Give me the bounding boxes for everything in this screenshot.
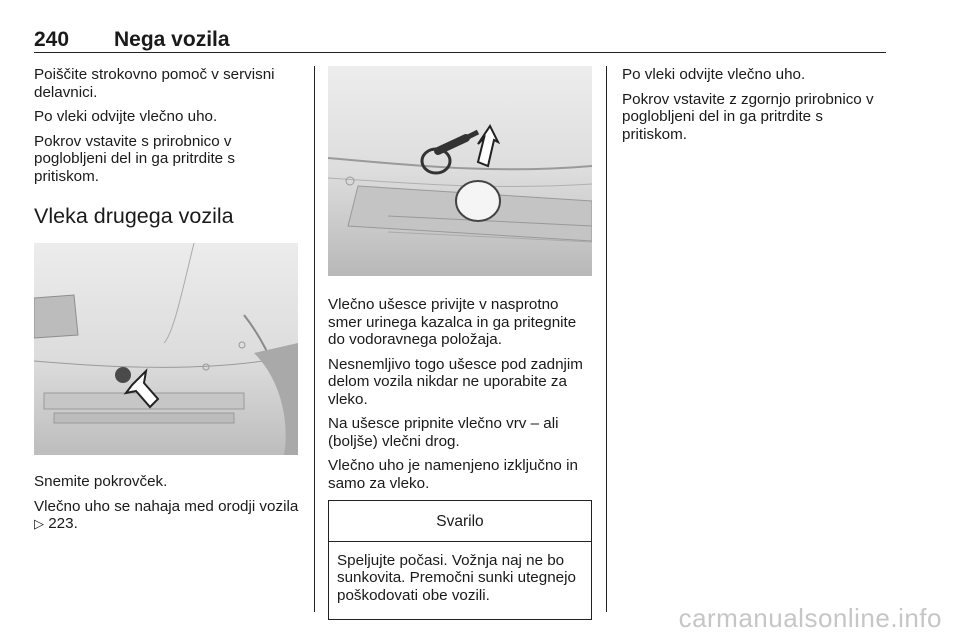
column-divider	[606, 66, 607, 612]
paragraph: Vlečno ušesce privijte v nasprotno smer urinega kazalca in ga pritegnite do vodoravnega položaja.	[328, 296, 577, 348]
paragraph: Vlečno uho je namenjeno izključno in samo za vleko.	[328, 457, 578, 492]
paragraph: Pokrov vstavite z zgornjo prirobnico v poglobljeni del in ga pritrdite s pritiskom.	[622, 90, 874, 143]
watermark: carmanualsonline.info	[678, 603, 942, 633]
paragraph: Nesnemljivo togo ušesce pod zadnjim delom vozila nikdar ne uporabite za vleko.	[328, 355, 583, 408]
column-3	[622, 66, 892, 150]
paragraph: Po vleki odvijte vlečno uho.	[34, 108, 218, 125]
warning-box	[328, 500, 592, 620]
column-divider	[314, 66, 315, 612]
column-1	[34, 66, 304, 540]
paragraph: Po vleki odvijte vlečno uho.	[622, 66, 806, 83]
towing-eye-figure	[328, 66, 592, 276]
page-number: 240	[34, 28, 70, 51]
warning-title: Svarilo	[329, 501, 591, 542]
reference-text: Vlečno uho se nahaja med orodji vozila	[34, 497, 299, 515]
reference-paragraph	[34, 498, 304, 533]
column-2	[328, 66, 594, 620]
rear-bumper-cover-figure	[34, 243, 298, 455]
page-reference-arrow-icon: ▷	[34, 516, 44, 531]
paragraph: Poiščite strokovno pomoč v servisni delavnici.	[34, 66, 275, 101]
paragraph: Na ušesce pripnite vlečno vrv – ali (boljše) vlečni drog.	[328, 415, 559, 450]
paragraph: Pokrov vstavite s prirobnico v poglobljeni del in ga pritrdite s pritiskom.	[34, 132, 235, 185]
reference-page: 223.	[48, 515, 78, 532]
paragraph: Snemite pokrovček.	[34, 473, 168, 490]
page-header	[34, 26, 886, 53]
section-title: Vleka drugega vozila	[34, 204, 234, 228]
warning-text: Speljujte počasi. Vožnja naj ne bo sunkovita. Premočni sunki utegnejo poškodovati obe vozili.	[337, 551, 576, 604]
chapter-title: Nega vozila	[114, 28, 230, 51]
